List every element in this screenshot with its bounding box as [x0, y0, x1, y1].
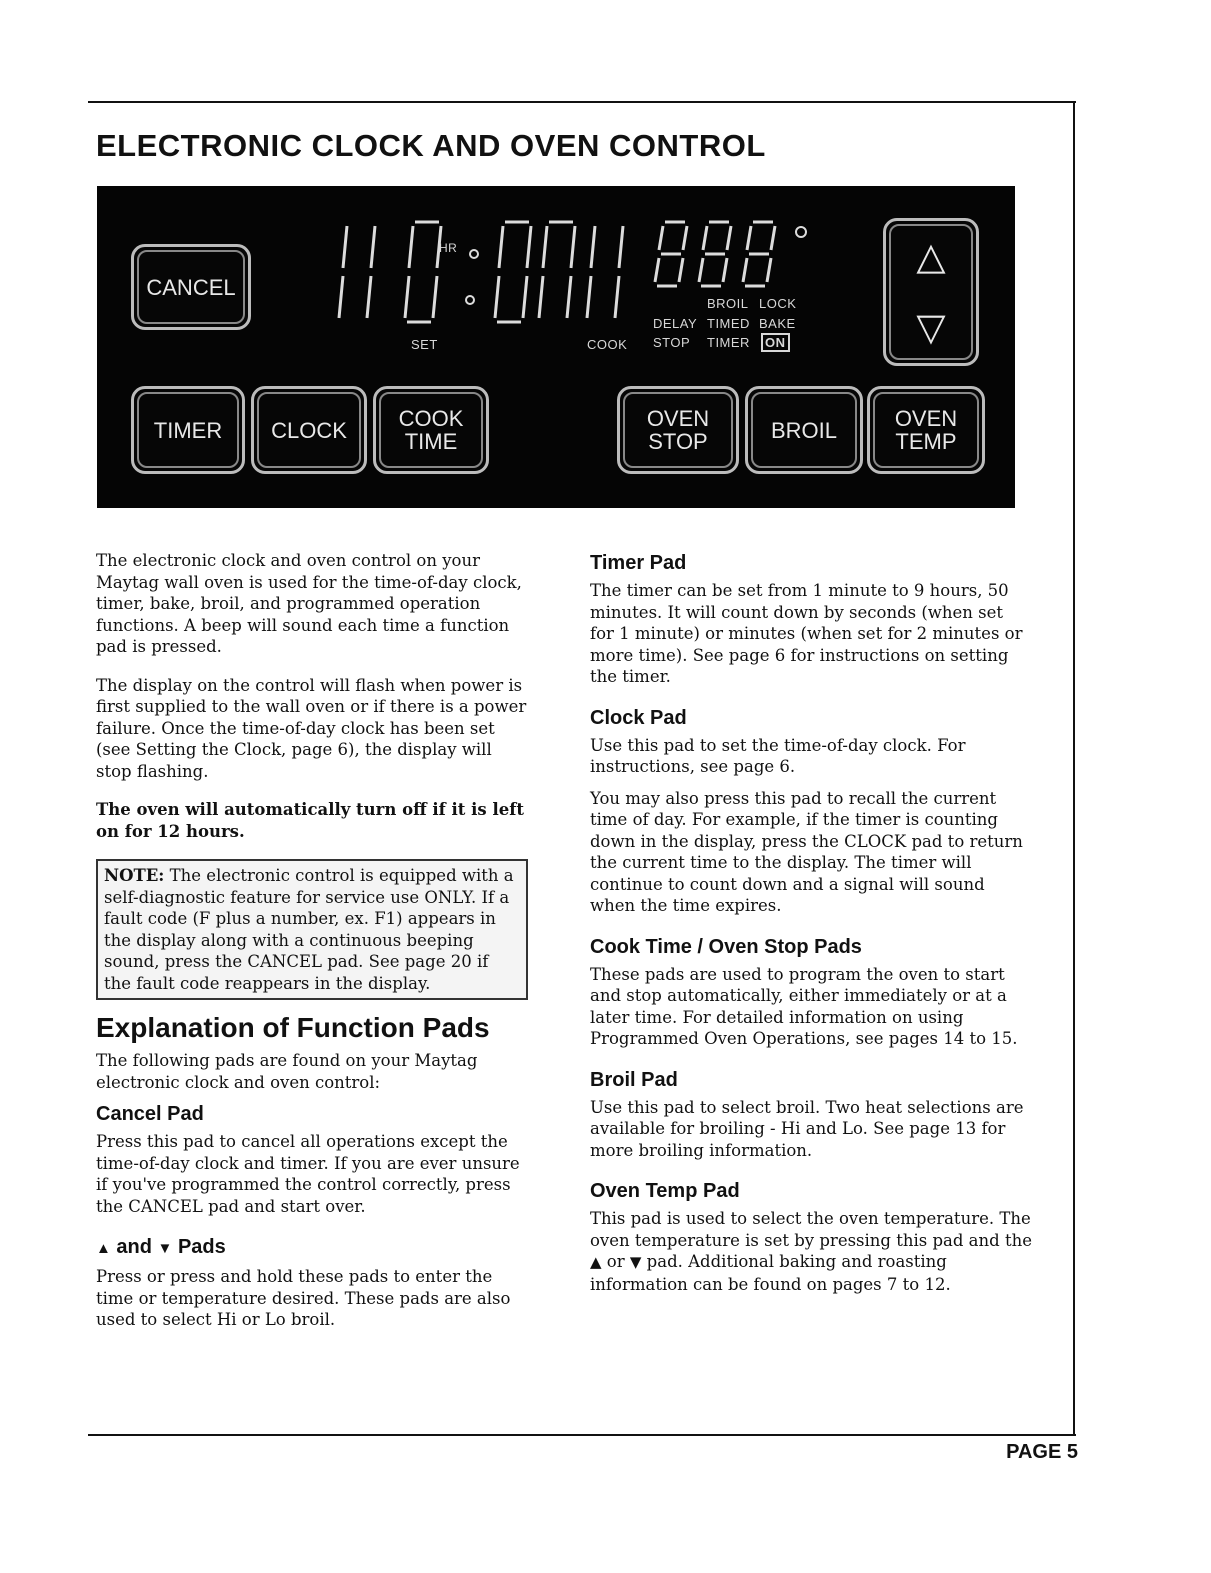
broil-pad	[745, 386, 863, 474]
broil-pad-paragraph: Use this pad to select broil. Two heat selections are available for broiling - Hi and Lo. See page 13 for more broiling information.	[590, 1097, 1024, 1160]
broil-pad-heading: Broil Pad	[590, 1068, 678, 1091]
oven-temp-pad-label: OVEN TEMP	[894, 406, 958, 454]
cook-time-pad	[373, 386, 489, 474]
up-down-pads-heading	[96, 1234, 528, 1262]
oven-temp-pad-heading: Oven Temp Pad	[590, 1180, 740, 1202]
digit-3	[495, 222, 531, 322]
explanation-heading: Explanation of Function Pads	[96, 1012, 490, 1043]
seven-segment-display	[327, 218, 827, 336]
left-column	[96, 550, 528, 1348]
note-label: NOTE:	[104, 866, 165, 885]
oven-stop-pad	[617, 386, 739, 474]
digit-1	[339, 226, 375, 318]
up-triangle-icon: ▲	[590, 1253, 602, 1271]
clock-pad-label: CLOCK	[271, 417, 347, 443]
note-text: The electronic control is equipped with a self-diagnostic feature for service use ONLY. If a fault code (F plus a number, ex. F1) appears in the display along with a continuous beeping sound, press the CANCEL pad. See page 20 if the fault code reappears in the display.	[104, 866, 514, 993]
digit-7	[699, 222, 731, 286]
digit-8	[743, 222, 775, 286]
digit-6	[655, 222, 687, 286]
up-down-pads-paragraph: Press or press and hold these pads to enter the time or temperature desired. These pads are also used to select Hi or Lo broil.	[96, 1267, 511, 1329]
colon-dots	[466, 227, 806, 304]
intro-paragraph: The electronic clock and oven control on your Maytag wall oven is used for the time-of-day clock, timer, bake, broil, and programmed operation functions. A beep will sound each time a function pad is pressed.	[96, 551, 522, 656]
digit-2	[405, 222, 441, 322]
down-triangle-icon: ▼	[629, 1253, 642, 1271]
digit-5	[587, 226, 623, 318]
down-triangle-icon: ▼	[157, 1240, 173, 1257]
bake-indicator: BAKE	[759, 316, 796, 331]
cancel-pad-label: CANCEL	[146, 274, 236, 300]
timer-pad-label: TIMER	[153, 417, 223, 443]
broil-indicator: BROIL	[707, 296, 749, 311]
digit-4	[539, 222, 575, 318]
broil-pad-label: BROIL	[770, 417, 838, 443]
delay-indicator: DELAY	[653, 316, 698, 331]
stop-indicator: STOP	[653, 335, 691, 350]
clock-pad-heading: Clock Pad	[590, 706, 687, 729]
up-down-pads	[883, 218, 979, 366]
page-title: ELECTRONIC CLOCK AND OVEN CONTROL	[96, 128, 766, 163]
oven-temp-pad-paragraph	[590, 1208, 1032, 1295]
cook-time-pad-label: COOK TIME	[398, 406, 464, 454]
lock-indicator: LOCK	[759, 296, 797, 311]
timer-pad	[131, 386, 245, 474]
on-indicator: ON	[761, 333, 790, 352]
cook-time-oven-stop-heading: Cook Time / Oven Stop Pads	[590, 935, 862, 958]
auto-off-warning: The oven will automatically turn off if it is left on for 12 hours.	[96, 800, 524, 841]
cancel-pad-heading: Cancel Pad	[96, 1103, 204, 1125]
control-panel-illustration	[97, 186, 1015, 508]
page-number: PAGE 5	[1006, 1441, 1078, 1463]
oven-temp-text-b: pad. Additional baking and roasting information can be found on pages 7 to 12.	[590, 1252, 951, 1294]
oven-temp-text-a: This pad is used to select the oven temperature. The oven temperature is set by pressing this pad and the	[590, 1209, 1032, 1250]
timer-pad-heading: Timer Pad	[590, 552, 687, 574]
hr-indicator: HR	[439, 241, 458, 255]
clock-pad-paragraph-2: You may also press this pad to recall the current time of day. For example, if the timer is counting down in the display, press the CLOCK pad to return the current time to the display. The timer will continue to count down and a signal will sound when the time expires.	[590, 788, 1023, 915]
up-down-heading-pads: Pads	[177, 1236, 226, 1258]
cancel-pad-paragraph: Press this pad to cancel all operations except the time-of-day clock and timer. If you are ever unsure if you've programmed the control correctly, press the CANCEL pad and start over.	[96, 1132, 520, 1216]
cook-indicator: COOK	[587, 337, 628, 352]
up-down-heading-and: and	[116, 1236, 152, 1258]
right-rule	[1073, 101, 1075, 1434]
cancel-pad	[131, 244, 251, 330]
clock-pad-paragraph-1: Use this pad to set the time-of-day clock. For instructions, see page 6.	[590, 735, 966, 776]
cook-time-oven-stop-paragraph: These pads are used to program the oven to start and stop automatically, either immediately or at a later time. For detailed information on using Programmed Oven Operations, see pages 14 to 15.	[590, 964, 1018, 1048]
clock-pad	[251, 386, 367, 474]
set-indicator: SET	[411, 337, 438, 352]
right-column	[590, 550, 1032, 1312]
timed-indicator: TIMED	[707, 316, 750, 331]
explanation-paragraph: The following pads are found on your Maytag electronic clock and oven control:	[96, 1051, 478, 1092]
timer-indicator: TIMER	[707, 335, 750, 350]
oven-stop-pad-label: OVEN STOP	[646, 406, 710, 454]
top-rule	[88, 101, 1076, 103]
up-arrow-icon: △	[916, 235, 946, 278]
oven-temp-pad	[867, 386, 985, 474]
note-box	[96, 859, 528, 1000]
bottom-rule	[88, 1434, 1076, 1436]
down-arrow-icon: ▽	[916, 306, 946, 349]
display-paragraph: The display on the control will flash when power is first supplied to the wall oven or if there is a power failure. Once the time-of-day clock has been set (see Setting the Clock, page 6), the display will stop flashing.	[96, 675, 527, 781]
timer-pad-paragraph: The timer can be set from 1 minute to 9 hours, 50 minutes. It will count down by seconds (when set for 1 minute) or minutes (when set for 2 minutes or more time). See page 6 for instructions on setting the timer.	[590, 581, 1023, 686]
oven-temp-text-or: or	[606, 1252, 625, 1271]
up-triangle-icon: ▲	[96, 1240, 111, 1257]
